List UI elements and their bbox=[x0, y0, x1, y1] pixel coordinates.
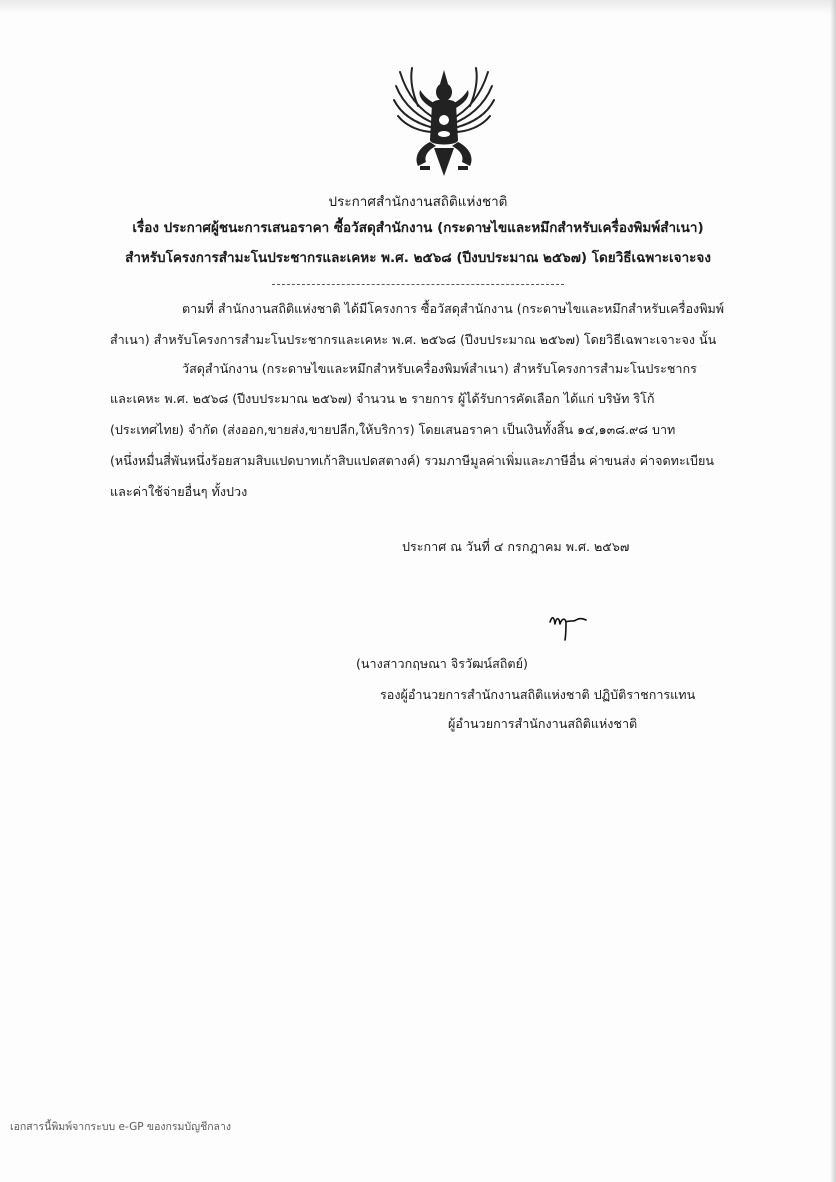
signatory-position: รองผู้อำนวยการสำนักงานสถิติแห่งชาติ ปฏิบัติราชการแทน bbox=[380, 687, 696, 702]
handwritten-signature bbox=[546, 612, 592, 642]
body-text-line: (หนึ่งหมื่นสี่พันหนึ่งร้อยสามสิบแปดบาทเก้าสิบแปดสตางค์) รวมภาษีมูลค่าเพิ่มและภาษีอื่น ค่าขนส่ง ค่าจดทะเบียน bbox=[110, 453, 714, 468]
body-text-line: และเคหะ พ.ศ. ๒๕๖๘ (ปีงบประมาณ ๒๕๖๗) จำนวน ๒ รายการ ผู้ได้รับการคัดเลือก ได้แก่ บริษัท ริโก้ bbox=[110, 391, 655, 406]
signatory-name: (นางสาวกฤษณา จิรวัฒน์สถิตย์) bbox=[356, 656, 528, 671]
body-text-line: (ประเทศไทย) จำกัด (ส่งออก,ขายส่ง,ขายปลีก,ให้บริการ) โดยเสนอราคา เป็นเงินทั้งสิ้น ๑๔,๑๓๘.๙๘ บาท bbox=[110, 422, 676, 437]
garuda-emblem-icon bbox=[388, 62, 500, 180]
announcement-title: ประกาศสำนักงานสถิติแห่งชาติ bbox=[328, 194, 508, 210]
footer-note: เอกสารนี้พิมพ์จากระบบ e-GP ของกรมบัญชีกลาง bbox=[10, 1121, 232, 1133]
dashed-divider bbox=[272, 284, 564, 285]
announcement-subject: เรื่อง ประกาศผู้ชนะการเสนอราคา ซื้อวัสดุสำนักงาน (กระดาษไขและหมึกสำหรับเครื่องพิมพ์สำเนา) bbox=[132, 220, 704, 236]
scan-shadow-top bbox=[0, 0, 836, 14]
signatory-position-cont: ผู้อำนวยการสำนักงานสถิติแห่งชาติ bbox=[448, 716, 638, 731]
scan-shadow-right bbox=[830, 0, 836, 1182]
body-text-line: และค่าใช้จ่ายอื่นๆ ทั้งปวง bbox=[110, 484, 248, 499]
body-text-line: สำเนา) สำหรับโครงการสำมะโนประชากรและเคหะ พ.ศ. ๒๕๖๘ (ปีงบประมาณ ๒๕๖๗) โดยวิธีเฉพาะเจาะจง นั้น bbox=[110, 332, 717, 347]
announcement-date: ประกาศ ณ วันที่ ๔ กรกฎาคม พ.ศ. ๒๕๖๗ bbox=[402, 539, 630, 554]
body-text-line: วัสดุสำนักงาน (กระดาษไขและหมึกสำหรับเครื่องพิมพ์สำเนา) สำหรับโครงการสำมะโนประชากร bbox=[182, 361, 697, 376]
body-text-line: ตามที่ สำนักงานสถิติแห่งชาติ ได้มีโครงการ ซื้อวัสดุสำนักงาน (กระดาษไขและหมึกสำหรับเครื่องพิมพ์ bbox=[182, 301, 725, 316]
announcement-subject-cont: สำหรับโครงการสำมะโนประชากรและเคหะ พ.ศ. ๒๕๖๘ (ปีงบประมาณ ๒๕๖๗) โดยวิธีเฉพาะเจาะจง bbox=[125, 250, 711, 266]
